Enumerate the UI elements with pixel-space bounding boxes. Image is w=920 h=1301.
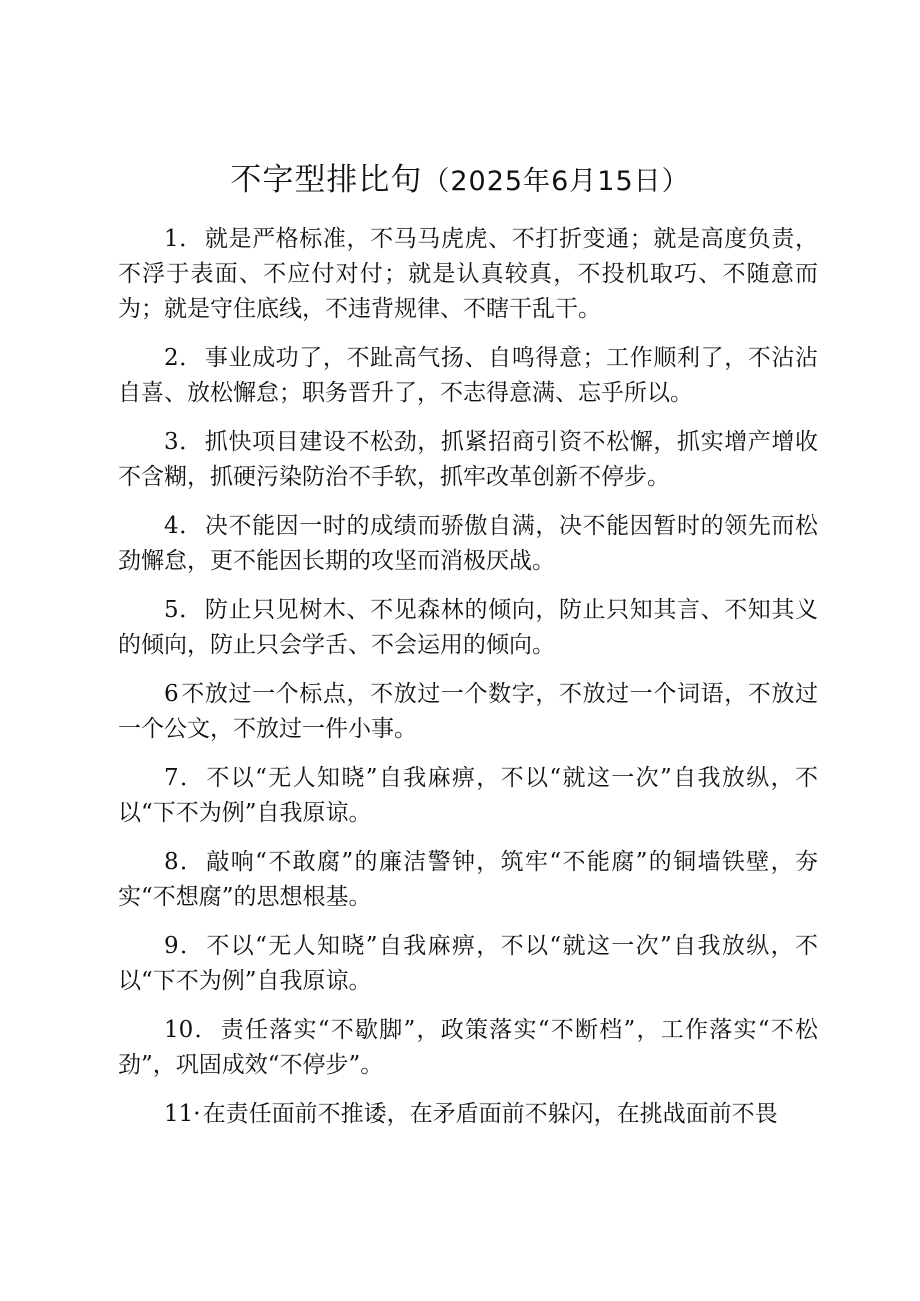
paragraph-6	[118, 677, 818, 747]
paragraph-text: 决不能因一时的成绩而骄傲自满，决不能因暂时的领先而松劲懈怠，更不能因长期的攻坚而消极厌战。	[118, 513, 819, 574]
paragraph-8	[118, 845, 818, 915]
paragraph-number: 9．	[164, 933, 205, 959]
paragraph-11	[118, 1097, 818, 1132]
paragraph-number: 4．	[164, 513, 203, 539]
paragraph-text: 就是严格标准，不马马虎虎、不打折变通；就是高度负责，不浮于表面、不应付对付；就是认真较真，不投机取巧、不随意而为；就是守住底线，不违背规律、不瞎干乱干。	[118, 226, 819, 322]
paragraph-text: 不以“无人知晓”自我麻痹，不以“就这一次”自我放纵，不以“下不为例”自我原谅。	[118, 765, 818, 826]
paragraph-number: 3．	[164, 429, 203, 455]
paragraph-4	[118, 509, 818, 579]
paragraph-number: 7．	[164, 765, 205, 791]
paragraph-number: 8．	[164, 849, 205, 875]
paragraph-text: 事业成功了，不趾高气扬、自鸣得意；工作顺利了，不沾沾自喜、放松懈怠；职务晋升了，不志得意满、忘乎所以。	[118, 345, 819, 406]
paragraph-text: 不以“无人知晓”自我麻痹，不以“就这一次”自我放纵，不以“下不为例”自我原谅。	[118, 933, 818, 994]
paragraph-number: 6	[164, 681, 179, 707]
paragraph-number: 2．	[164, 345, 203, 371]
paragraph-7	[118, 761, 818, 831]
paragraph-text: 不放过一个标点，不放过一个数字，不放过一个词语，不放过一个公文，不放过一件小事。	[118, 681, 818, 742]
title-date: （2025年6月15日）	[422, 166, 690, 197]
document-title	[0, 158, 920, 204]
paragraph-number: 5．	[164, 597, 203, 623]
paragraph-2	[118, 341, 818, 411]
paragraph-1	[118, 222, 818, 327]
title-text: 不字型排比句	[230, 162, 423, 198]
document-body	[118, 222, 818, 1146]
paragraph-10	[118, 1013, 818, 1083]
paragraph-text: 防止只见树木、不见森林的倾向，防止只知其言、不知其义的倾向，防止只会学舌、不会运用的倾向。	[118, 597, 819, 658]
paragraph-9	[118, 929, 818, 999]
paragraph-number: 10．	[164, 1017, 219, 1043]
paragraph-3	[118, 425, 818, 495]
paragraph-5	[118, 593, 818, 663]
paragraph-text: 敲响“不敢腐”的廉洁警钟，筑牢“不能腐”的铜墙铁壁，夯实“不想腐”的思想根基。	[118, 849, 818, 910]
paragraph-text: 责任落实“不歇脚”，政策落实“不断档”，工作落实“不松劲”，巩固成效“不停步”。	[118, 1017, 818, 1078]
paragraph-text: 抓快项目建设不松劲，抓紧招商引资不松懈，抓实增产增收不含糊，抓硬污染防治不手软，抓牢改革创新不停步。	[118, 429, 819, 490]
paragraph-number: 1．	[164, 226, 203, 252]
paragraph-number: 11·	[164, 1101, 201, 1127]
paragraph-text: 在责任面前不推诿，在矛盾面前不躲闪，在挑战面前不畏	[202, 1101, 778, 1127]
